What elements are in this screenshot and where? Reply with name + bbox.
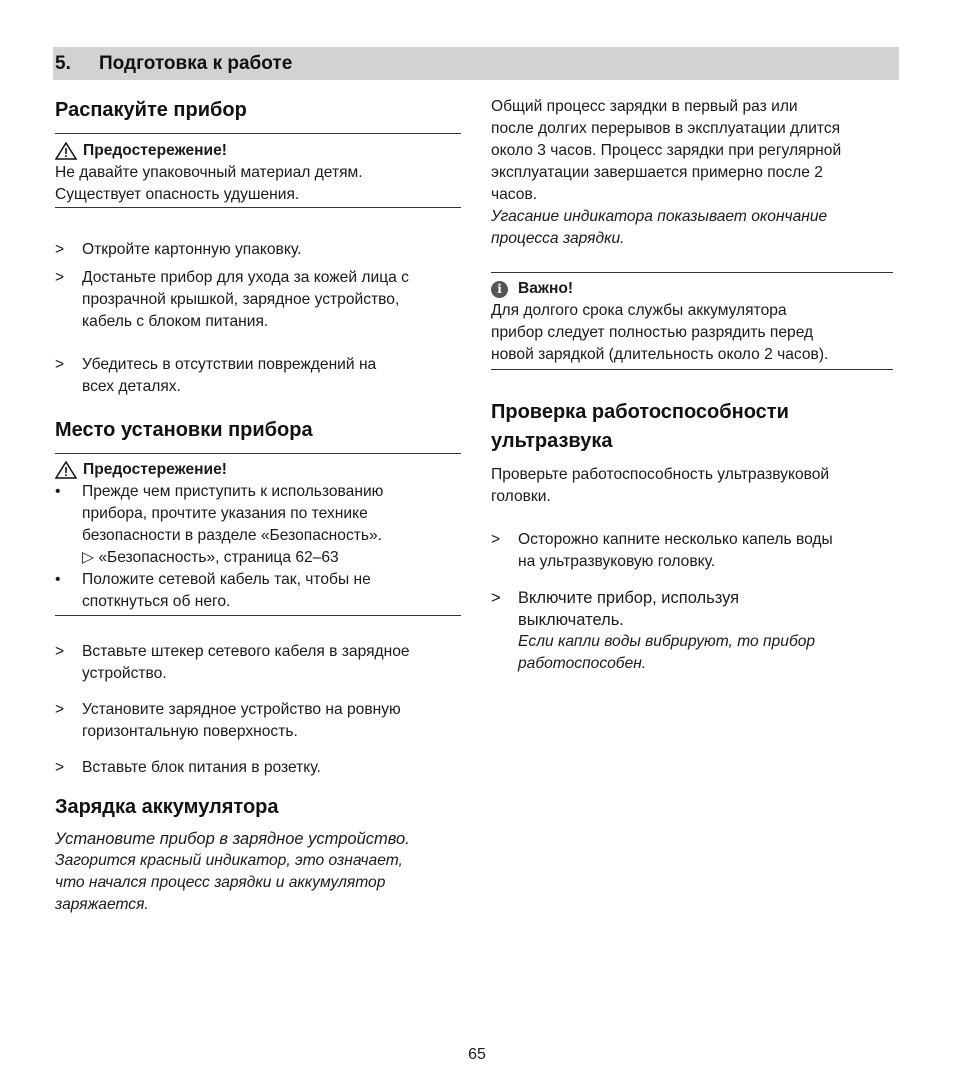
step-item: > Достаньте прибор для ухода за кожей лица с прозрачной крышкой, зарядное устройство, кабель с блоком питания. xyxy=(55,269,409,330)
step-item: > Установите зарядное устройство на ровную горизонтальную поверхность. xyxy=(55,701,401,740)
warning-box-placement xyxy=(55,453,461,616)
step-item: > Вставьте штекер сетевого кабеля в зарядное устройство. xyxy=(55,643,410,682)
bullet-item: • Прежде чем приступить к использованию прибора, прочтите указания по технике безопасности в разделе «Безопасность». ▷ «Безопасность», страница 62–63 xyxy=(55,481,461,569)
step-item: > Убедитесь в отсутствии повреждений на всех деталях. xyxy=(55,356,377,395)
section-number: 5. xyxy=(55,53,71,74)
charging-result-line: Загорится красный индикатор, это означает, xyxy=(55,852,403,869)
bullet-item: • Положите сетевой кабель так, чтобы не споткнуться об него. xyxy=(55,571,371,610)
step-item: > Откройте картонную упаковку. xyxy=(55,241,302,258)
page-number: 65 xyxy=(468,1046,486,1063)
important-line: Для долгого срока службы аккумулятора xyxy=(491,302,787,319)
heading-ultrasound-line: ультразвука xyxy=(491,430,613,452)
warning-box-unpack xyxy=(55,133,461,208)
ultrasound-intro-line: головки. xyxy=(491,488,551,505)
heading-ultrasound-line: Проверка работоспособности xyxy=(491,401,789,423)
right-column xyxy=(491,96,899,675)
charging-result-line: заряжается. xyxy=(55,896,149,913)
warning-line: Существует опасность удушения. xyxy=(55,186,300,203)
charge-info-line: Общий процесс зарядки в первый раз или xyxy=(491,98,798,115)
charging-result-line: что начался процесс зарядки и аккумулятор xyxy=(55,874,386,891)
heading-unpack: Распакуйте прибор xyxy=(55,99,247,121)
warning-triangle-icon xyxy=(55,142,77,160)
important-box xyxy=(491,272,893,370)
charge-note-line: процесса зарядки. xyxy=(491,230,625,247)
charge-info-line: эксплуатации завершается примерно после 2 xyxy=(491,164,823,181)
step-item: > Включите прибор, используя выключатель. Если капли воды вибрируют, то прибор работоспособен. xyxy=(491,587,899,675)
cross-reference[interactable]: ▷ «Безопасность», страница 62–63 xyxy=(82,549,339,566)
info-icon: i xyxy=(491,281,508,298)
charge-note-line: Угасание индикатора показывает окончание xyxy=(491,208,828,225)
important-title: i Важно! xyxy=(491,278,893,300)
heading-placement: Место установки прибора xyxy=(55,419,313,441)
step-item: > Осторожно капните несколько капель воды на ультразвуковую головку. xyxy=(491,531,833,570)
left-column xyxy=(55,96,461,916)
step-item: > Вставьте блок питания в розетку. xyxy=(55,759,321,776)
heading-charging: Зарядка аккумулятора xyxy=(55,796,279,818)
warning-title: Предостережение! xyxy=(55,459,461,481)
warning-line: Не давайте упаковочный материал детям. xyxy=(55,164,363,181)
warning-title: Предостережение! xyxy=(55,140,461,162)
important-line: прибор следует полностью разрядить перед xyxy=(491,324,814,341)
important-line: новой зарядкой (длительность около 2 часов). xyxy=(491,346,829,363)
charge-info-line: после долгих перерывов в эксплуатации длится xyxy=(491,120,841,137)
section-title: Подготовка к работе xyxy=(99,53,293,74)
charge-info-line: часов. xyxy=(491,186,538,203)
ultrasound-intro-line: Проверьте работоспособность ультразвуковой xyxy=(491,466,830,483)
warning-triangle-icon xyxy=(55,461,77,479)
ultrasound-result-line: работоспособен. xyxy=(518,655,647,672)
charge-info-line: около 3 часов. Процесс зарядки при регулярной xyxy=(491,142,842,159)
section-header xyxy=(53,47,899,80)
ultrasound-result-line: Если капли воды вибрируют, то прибор xyxy=(518,633,816,650)
charging-instruction: Установите прибор в зарядное устройство. xyxy=(55,830,410,848)
